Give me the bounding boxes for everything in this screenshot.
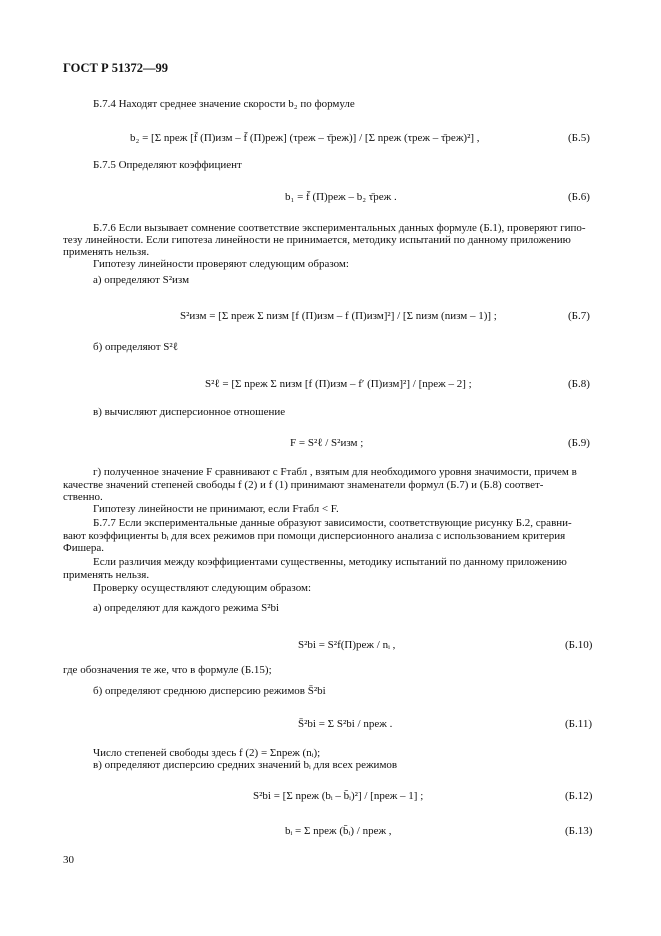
paragraph-line: тезу линейности. Если гипотеза линейности не принимается, методику испытаний по данному приложению [63,234,571,246]
paragraph-line: применять нельзя. [63,246,150,258]
formula-number: (Б.13) [565,825,593,837]
document-code: ГОСТ Р 51372—99 [63,61,169,75]
formula: S²bi = S²f(П)реж / nᵢ , [298,639,396,651]
paragraph: Проверку осуществляют следующим образом: [93,582,312,594]
page-number: 30 [63,854,74,866]
formula: b₂ = [Σ nреж [f̄ (П)изм – f̄ (П)реж] (τреж – τ̄реж)] / [Σ nреж (τреж – τ̄реж)²] , [130,132,480,144]
formula-number: (Б.10) [565,639,593,651]
paragraph-line: Число степеней свободы здесь f (2) = Σnреж (nᵢ); [93,747,321,759]
formula-number: (Б.11) [565,718,592,730]
paragraph-line: Б.7.6 Если вызывает сомнение соответствие экспериментальных данных формуле (Б.1), проверяют гипо- [93,222,586,234]
formula: S̄²bi = Σ S²bi / nреж . [298,718,393,730]
paragraph-line: вают коэффициенты bᵢ для всех режимов при помощи дисперсионного анализа с использованием критерия [63,530,566,542]
formula-number: (Б.6) [568,191,590,203]
list-item: в) определяют дисперсию средних значений bᵢ для всех режимов [93,759,398,771]
formula-number: (Б.8) [568,378,590,390]
formula: bᵢ = Σ nреж (b̄ᵢ) / nреж , [285,825,392,837]
formula: S²изм = [Σ nреж Σ nизм [f (П)изм – f (П)изм]²] / [Σ nизм (nизм – 1)] ; [180,310,497,322]
paragraph-line: Б.7.7 Если экспериментальные данные образуют зависимости, соответствующие рисунку Б.2, сравни- [93,517,572,529]
formula: S²bi = [Σ nреж (bᵢ – b̄ᵢ)²] / [nреж – 1] ; [253,790,424,802]
paragraph-line: качестве значений степеней свободы f (2) и f (1) принимают знаменатели формул (Б.7) и (Б.8) соответ- [63,479,544,491]
paragraph: Гипотезу линейности не принимают, если Fтабл < F. [93,503,339,515]
formula-number: (Б.9) [568,437,590,449]
list-item: а) определяют для каждого режима S²bi [93,602,280,614]
paragraph-line: Фишера. [63,542,105,554]
formula: S²ℓ = [Σ nреж Σ nизм [f (П)изм – f′ (П)изм]²] / [nреж – 2] ; [205,378,472,390]
paragraph: где обозначения те же, что в формуле (Б.15); [63,664,272,676]
formula: F = S²ℓ / S²изм ; [290,437,364,449]
list-item: а) определяют S²изм [93,274,190,286]
paragraph-line: Если различия между коэффициентами существенны, методику испытаний по данному приложению [93,556,567,568]
paragraph: Б.7.4 Находят среднее значение скорости b₂ по формуле [93,98,355,110]
formula: b₁ = f̄ (П)реж – b₂ τ̄реж . [285,191,397,203]
formula-number: (Б.12) [565,790,593,802]
formula-number: (Б.5) [568,132,590,144]
formula-number: (Б.7) [568,310,590,322]
list-item: б) определяют S²ℓ [93,341,178,353]
paragraph-line: ственно. [63,491,103,503]
paragraph-line: применять нельзя. [63,569,150,581]
list-item: в) вычисляют дисперсионное отношение [93,406,286,418]
paragraph: Гипотезу линейности проверяют следующим образом: [93,258,349,270]
paragraph: Б.7.5 Определяют коэффициент [93,159,242,171]
paragraph-line: г) полученное значение F сравнивают с Fтабл , взятым для необходимого уровня значимости, причем в [93,466,577,478]
list-item: б) определяют среднюю дисперсию режимов S̄²bi [93,685,326,697]
